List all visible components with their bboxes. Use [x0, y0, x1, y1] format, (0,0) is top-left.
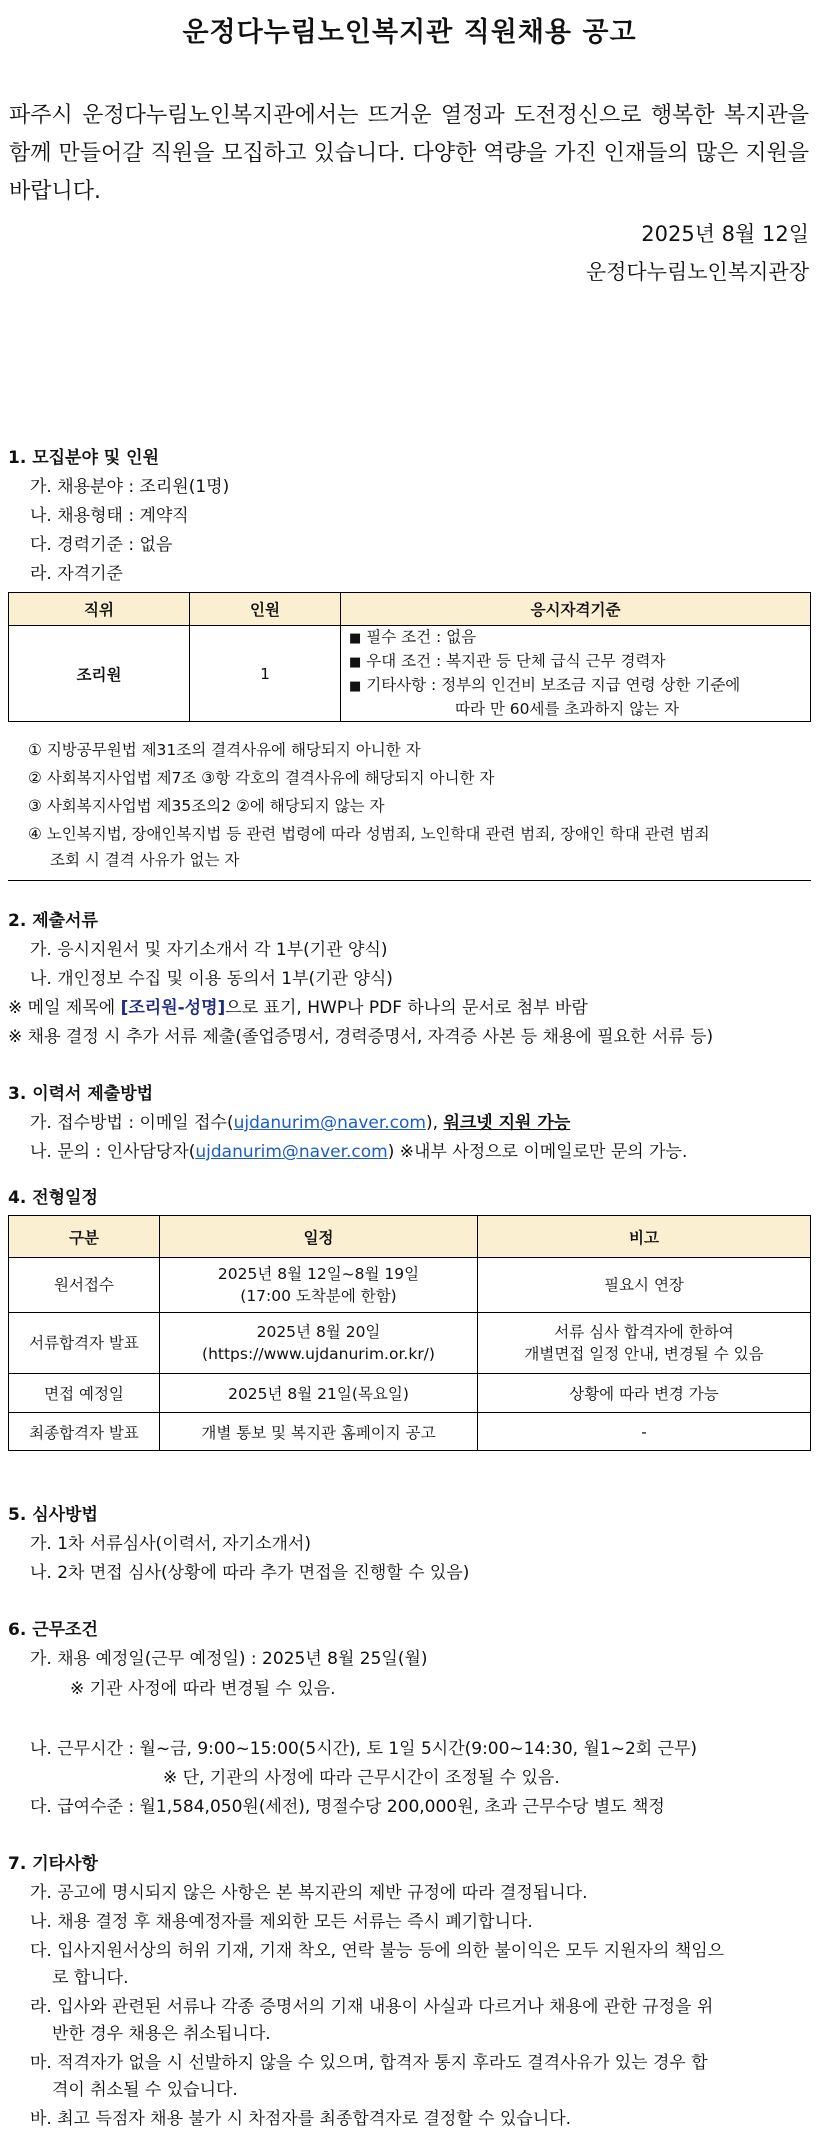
row-schedule: [160, 1258, 478, 1313]
s1-item: 다. 경력기준 : 없음: [30, 535, 173, 555]
row-note: 상황에 따라 변경 가능: [478, 1374, 811, 1413]
s2-note-email-subject: [8, 993, 588, 1018]
s3-item-method: [30, 1108, 570, 1133]
s6-note: ※ 단, 기관의 사정에 따라 근무시간이 조정될 수 있음.: [163, 1768, 560, 1788]
s6-item-hours: 나. 근무시간 : 월~금, 9:00~15:00(5시간), 토 1일 5시간(9:00~14:30, 월1~2회 근무): [30, 1739, 698, 1759]
criteria-required: 필수 조건 : 없음: [366, 628, 477, 646]
disqualification-item-cont: 조회 시 결격 사유가 없는 자: [50, 851, 240, 869]
subject-format: [조리원-성명]: [120, 998, 226, 1018]
issuer: 운정다누림노인복지관장: [585, 260, 809, 284]
criteria-other: 기타사항 : 정부의 인건비 보조금 지급 연령 상한 기준에: [366, 676, 741, 694]
s5-item: 가. 1차 서류심사(이력서, 자기소개서): [30, 1534, 312, 1554]
disqualification-item: ② 사회복지사업법 제7조 ③항 각호의 결격사유에 해당되지 아니한 자: [28, 769, 495, 787]
col-header-count: 인원: [190, 593, 341, 626]
notice-date: 2025년 8월 12일: [641, 222, 809, 246]
s7-item: 가. 공고에 명시되지 않은 사항은 본 복지관의 제반 규정에 따라 결정됩니다.: [30, 1883, 588, 1903]
method-text: 가. 접수방법 : 이메일 접수(: [30, 1113, 234, 1133]
schedule-line: 2025년 8월 12일~8월 19일: [217, 1265, 420, 1283]
row-category: 최종합격자 발표: [9, 1413, 160, 1451]
row-category: 면접 예정일: [9, 1374, 160, 1413]
section-5-heading: 5. 심사방법: [8, 1505, 98, 1525]
qualification-table: [8, 592, 811, 722]
s7-item-cont: 로 합니다.: [52, 1968, 129, 1988]
s7-item: 나. 채용 결정 후 채용예정자를 제외한 모든 서류는 즉시 폐기합니다.: [30, 1912, 533, 1932]
row-schedule: 2025년 8월 21일(목요일): [160, 1374, 478, 1413]
disqualification-item: ① 지방공무원법 제31조의 결격사유에 해당되지 아니한 자: [28, 741, 421, 759]
s6-item-start-date: 가. 채용 예정일(근무 예정일) : 2025년 8월 25일(월): [30, 1649, 428, 1669]
row-note: [478, 1313, 811, 1374]
criteria-cell: [341, 626, 811, 722]
row-schedule: 개별 통보 및 복지관 홈페이지 공고: [160, 1413, 478, 1451]
col-header-note: 비고: [478, 1216, 811, 1258]
email-link[interactable]: ujdanurim@naver.com: [195, 1142, 388, 1162]
note-line: 서류 심사 합격자에 한하여: [554, 1323, 734, 1341]
section-divider: [8, 880, 811, 881]
position-cell: 조리원: [9, 626, 190, 722]
s2-note-additional: ※ 채용 결정 시 추가 서류 제출(졸업증명서, 경력증명서, 자격증 사본 등 채용에 필요한 서류 등): [8, 1027, 714, 1047]
s7-item-cont: 격이 취소될 수 있습니다.: [52, 2080, 238, 2100]
s5-item: 나. 2차 면접 심사(상황에 따라 추가 면접을 진행할 수 있음): [30, 1563, 470, 1583]
section-6-heading: 6. 근무조건: [8, 1620, 98, 1640]
col-header-position: 직위: [9, 593, 190, 626]
schedule-line: 2025년 8월 20일: [256, 1323, 381, 1341]
schedule-line: (17:00 도착분에 한함): [240, 1287, 397, 1305]
section-2-heading: 2. 제출서류: [8, 911, 98, 931]
s6-item-salary: 다. 급여수준 : 월1,584,050원(세전), 명절수당 200,000원, 초과 근무수당 별도 책정: [30, 1797, 665, 1817]
s6-note: ※ 기관 사정에 따라 변경될 수 있음.: [70, 1679, 336, 1699]
page-title: 운정다누림노인복지관 직원채용 공고: [182, 17, 637, 48]
schedule-line: (https://www.ujdanurim.or.kr/): [202, 1345, 435, 1363]
row-category: 서류합격자 발표: [9, 1313, 160, 1374]
row-category: 원서접수: [9, 1258, 160, 1313]
square-bullet-icon: ■: [349, 631, 362, 646]
section-3-heading: 3. 이력서 제출방법: [8, 1084, 154, 1104]
table-row: [9, 1258, 811, 1313]
table-row: [9, 1413, 811, 1451]
note-text: 으로 표기, HWP나 PDF 하나의 문서로 첨부 바람: [225, 998, 588, 1018]
email-link[interactable]: ujdanurim@naver.com: [233, 1113, 426, 1133]
method-text: ),: [426, 1113, 444, 1133]
note-text: ※ 메일 제목에: [8, 998, 121, 1018]
s2-item: 가. 응시지원서 및 자기소개서 각 1부(기관 양식): [30, 940, 388, 960]
col-header-schedule: 일정: [160, 1216, 478, 1258]
worknet-note: 워크넷 지원 가능: [443, 1113, 571, 1133]
schedule-table: [8, 1215, 811, 1451]
table-row: [9, 1313, 811, 1374]
disqualification-item: ④ 노인복지법, 장애인복지법 등 관련 법령에 따라 성범죄, 노인학대 관련 범죄, 장애인 학대 관련 범죄: [28, 825, 710, 843]
s1-item: 가. 채용분야 : 조리원(1명): [30, 477, 230, 497]
criteria-other-cont: 따라 만 60세를 초과하지 않는 자: [455, 700, 680, 718]
note-line: 개별면접 일정 안내, 변경될 수 있음: [524, 1345, 764, 1363]
s2-item: 나. 개인정보 수집 및 이용 동의서 1부(기관 양식): [30, 969, 393, 989]
inquiry-text: ) ※내부 사정으로 이메일로만 문의 가능.: [387, 1142, 688, 1162]
s7-item-cont: 반한 경우 채용은 취소됩니다.: [52, 2024, 271, 2044]
row-note: 필요시 연장: [478, 1258, 811, 1313]
s7-item: 라. 입사와 관련된 서류나 각종 증명서의 기재 내용이 사실과 다르거나 채용에 관한 규정을 위: [30, 1997, 714, 2017]
row-note: -: [478, 1413, 811, 1451]
col-header-category: 구분: [9, 1216, 160, 1258]
s7-item: 마. 적격자가 없을 시 선발하지 않을 수 있으며, 합격자 통지 후라도 결격사유가 있는 경우 합: [30, 2053, 708, 2073]
count-cell: 1: [190, 626, 341, 722]
criteria-preferred: 우대 조건 : 복지관 등 단체 급식 근무 경력자: [366, 652, 666, 670]
s7-item: 바. 최고 득점자 채용 불가 시 차점자를 최종합격자로 결정할 수 있습니다.: [30, 2109, 572, 2129]
s1-item: 나. 채용형태 : 계약직: [30, 506, 189, 526]
square-bullet-icon: ■: [349, 679, 362, 694]
section-1-heading: 1. 모집분야 및 인원: [8, 448, 159, 468]
inquiry-text: 나. 문의 : 인사담당자(: [30, 1142, 196, 1162]
section-7-heading: 7. 기타사항: [8, 1854, 98, 1874]
intro-paragraph: 파주시 운정다누림노인복지관에서는 뜨거운 열정과 도전정신으로 행복한 복지관을 함께 만들어갈 직원을 모집하고 있습니다. 다양한 역량을 가진 인재들의 많은 지원을 바랍니다.: [9, 103, 809, 204]
row-schedule: [160, 1313, 478, 1374]
col-header-criteria: 응시자격기준: [341, 593, 811, 626]
s7-item: 다. 입사지원서상의 허위 기재, 기재 착오, 연락 불능 등에 의한 불이익은 모두 지원자의 책임으: [30, 1941, 725, 1961]
s3-item-inquiry: [30, 1137, 687, 1162]
square-bullet-icon: ■: [349, 655, 362, 670]
disqualification-item: ③ 사회복지사업법 제35조의2 ②에 해당되지 않는 자: [28, 797, 385, 815]
section-4-heading: 4. 전형일정: [8, 1188, 98, 1208]
table-row: [9, 1374, 811, 1413]
s1-item: 라. 자격기준: [30, 564, 123, 584]
